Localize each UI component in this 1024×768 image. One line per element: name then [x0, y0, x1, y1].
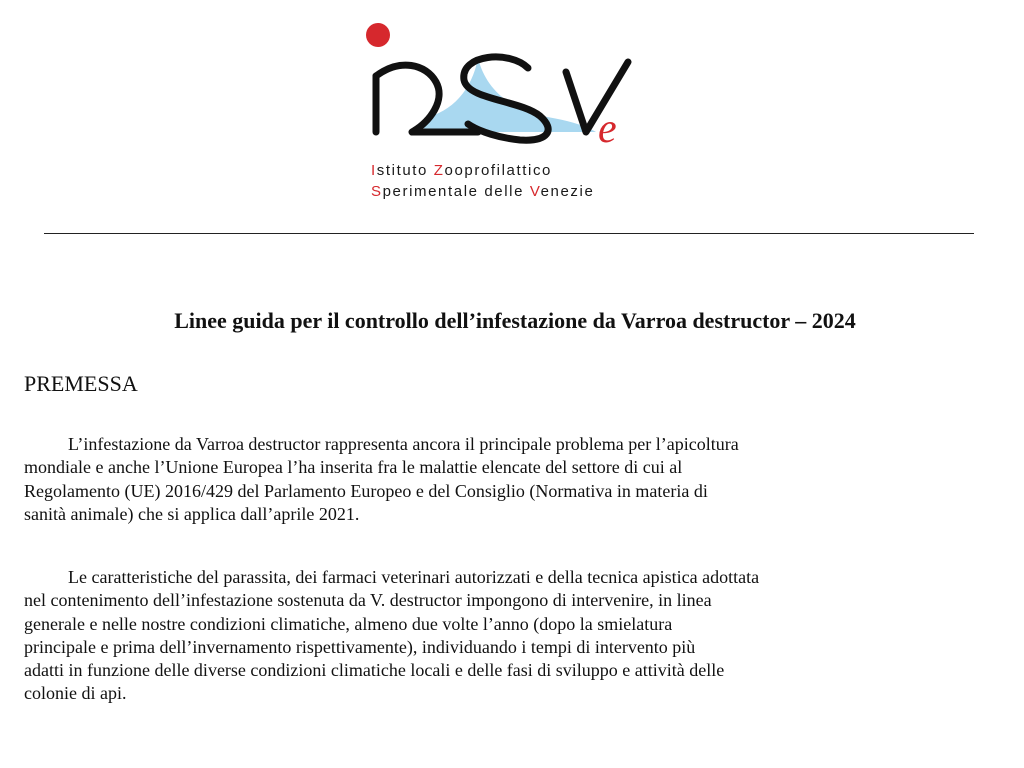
- paragraph-line: L’infestazione da Varroa destructor rappresenta ancora il principale problema per l’apicoltura: [68, 434, 739, 454]
- logo-text-segment: ooprofilattico: [444, 162, 552, 179]
- logo-initial-v: V: [529, 183, 541, 200]
- logo-red-dot: [366, 23, 390, 47]
- section-heading: PREMESSA: [24, 371, 138, 396]
- paragraph-line: adatti in funzione delle diverse condizioni climatiche locali e delle fasi di sviluppo e attività delle: [24, 660, 725, 681]
- paragraph-line: colonie di api.: [24, 683, 127, 704]
- paragraph-line: nel contenimento dell’infestazione sostenuta da V. destructor impongono di intervenire, in linea: [24, 590, 712, 611]
- document-title: Linee guida per il controllo dell’infestazione da Varroa destructor – 2024: [174, 308, 856, 333]
- paragraph-line: sanità animale) che si applica dall’aprile 2021.: [24, 503, 360, 524]
- paragraph-1: [24, 433, 1004, 526]
- logo-text-line-1: [371, 162, 552, 179]
- logo-initial-s: S: [371, 183, 383, 200]
- izsve-logo-mark: [360, 20, 640, 160]
- paragraph-line: Le caratteristiche del parassita, dei farmaci veterinari autorizzati e della tecnica apistica adottata: [68, 567, 760, 587]
- paragraph-line: generale e nelle nostre condizioni climatiche, almeno due volte l’anno (dopo la smielatura: [24, 613, 673, 634]
- logo-letter-v: [566, 62, 628, 132]
- paragraph-line: mondiale e anche l’Unione Europea l’ha inserita fra le malattie elencate del settore di cui al: [24, 457, 683, 478]
- logo-text-line-2: [371, 183, 594, 200]
- logo-text-segment: perimentale delle: [382, 183, 530, 200]
- logo-letter-e: e: [598, 106, 617, 152]
- paragraph-line: principale e prima dell’invernamento rispettivamente), individuando i tempi di intervento più: [24, 636, 696, 657]
- header-divider: [44, 233, 974, 234]
- logo-initial-z: Z: [433, 162, 445, 179]
- paragraph-2: [24, 566, 1004, 706]
- logo-text-segment: enezie: [540, 183, 595, 200]
- logo-initial-i: I: [371, 162, 377, 179]
- paragraph-line: Regolamento (UE) 2016/429 del Parlamento Europeo e del Consiglio (Normativa in materia di: [24, 480, 708, 501]
- institute-logo: [360, 20, 640, 210]
- logo-text-segment: stituto: [376, 162, 434, 179]
